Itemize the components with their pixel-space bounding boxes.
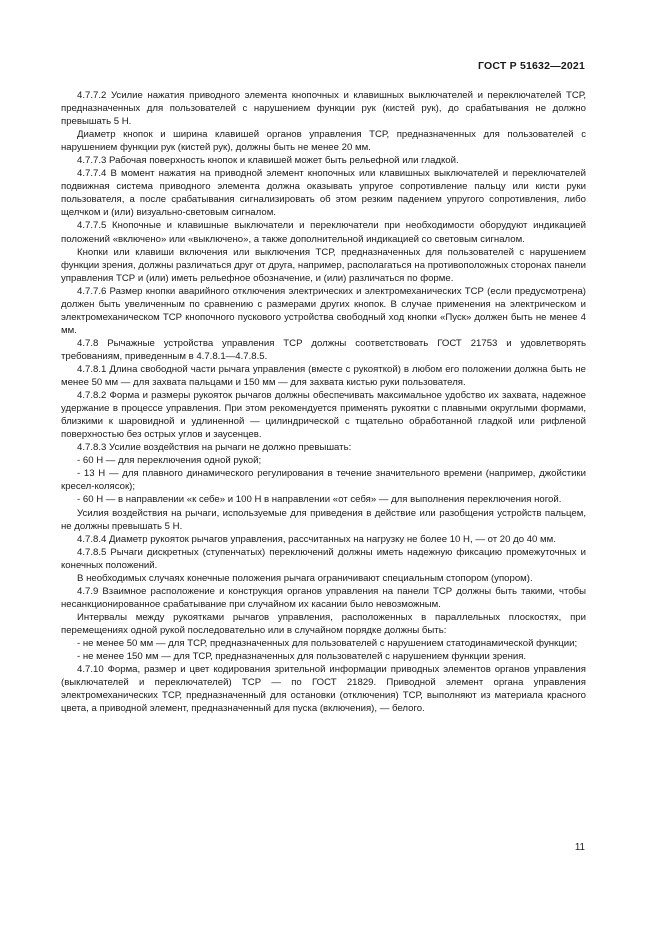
paragraph: 4.7.7.3 Рабочая поверхность кнопок и клавишей может быть рельефной или гладкой.	[77, 155, 459, 167]
paragraph: 4.7.7.5 Кнопочные и клавишные выключатели и переключатели при необходимости оборудуют индикацией положений «включено» или «выключено», а также дополнительной индикацией со световым сигналом.	[61, 220, 586, 245]
paragraph: 4.7.8.2 Форма и размеры рукояток рычагов должны обеспечивать максимальное удобство их захвата, надежное удержание в процессе управления. При этом рекомендуется применять рукоятки с плавными округлыми формами, близкими к шаровидной и удлиненной — цилиндрической с тщательно обработанной гладкой или рифленой поверхностью без острых углов и заусенцев.	[61, 390, 586, 441]
paragraph: 4.7.8.3 Усилие воздействия на рычаги не должно превышать:	[77, 442, 352, 454]
paragraph: Интервалы между рукоятками рычагов управления, расположенных в параллельных плоскостях, при перемещениях одной рукой последовательно или в случайном порядке должны быть:	[61, 611, 586, 636]
document-header-standard: ГОСТ Р 51632—2021	[477, 60, 585, 72]
list-item: - 60 Н — для переключения одной рукой;	[77, 455, 262, 467]
paragraph: 4.7.8.4 Диаметр рукояток рычагов управления, рассчитанных на нагрузку не более 10 Н, — от 20 до 40 мм.	[77, 533, 556, 545]
document-body	[61, 89, 586, 715]
list-item: - не менее 150 мм — для ТСР, предназначенных для пользователей с нарушением функции зрения.	[77, 651, 527, 663]
list-item: - 60 Н — в направлении «к себе» и 100 Н в направлении «от себя» — для выполнения переключения ногой.	[77, 494, 562, 506]
paragraph: Диаметр кнопок и ширина клавишей органов управления ТСР, предназначенных для пользователей с нарушением функции рук (кистей рук), должны быть не менее 20 мм.	[61, 129, 586, 154]
list-item: - 13 Н — для плавного динамического регулирования в течение значительного времени (например, джойстики кресел-колясок);	[61, 468, 586, 493]
paragraph: 4.7.10 Форма, размер и цвет кодирования зрительной информации приводных элементов органов управления (выключателей и переключателей) ТСР — по ГОСТ 21829. Приводной элемент органа управления электромеханических ТСР, предназначенный для остановки (отключения) ТСР, выполняют из материала красного цвета, а приводной элемент, предназначенный для пуска (включения), — белого.	[61, 664, 586, 715]
paragraph: 4.7.9 Взаимное расположение и конструкция органов управления на панели ТСР должны быть такими, чтобы несанкционированное срабатывание при случайном их касании было невозможным.	[61, 585, 586, 610]
paragraph: 4.7.8 Рычажные устройства управления ТСР должны соответствовать ГОСТ 21753 и удовлетворять требованиям, приведенным в 4.7.8.1—4.7.8.5.	[61, 337, 586, 362]
list-item: - не менее 50 мм — для ТСР, предназначенных для пользователей с нарушением статодинамической функции;	[77, 637, 578, 649]
paragraph: 4.7.7.6 Размер кнопки аварийного отключения электрических и электромеханических ТСР (если предусмотрена) должен быть увеличенным по сравнению с размерами других кнопок. В случае применения на электрическом и электромеханическом ТСР кнопочного пускового устройства свободный ход кнопки «Пуск» должен быть не менее 4 мм.	[61, 285, 586, 336]
paragraph: 4.7.8.5 Рычаги дискретных (ступенчатых) переключений должны иметь надежную фиксацию промежуточных и конечных положений.	[61, 546, 586, 571]
paragraph: 4.7.7.2 Усилие нажатия приводного элемента кнопочных и клавишных выключателей и переключателей ТСР, предназначенных для пользователей с нарушением функции рук (кистей рук), до срабатывания не должно превышать 5 Н.	[61, 90, 586, 128]
page-number: 11	[574, 842, 585, 853]
paragraph: 4.7.8.1 Длина свободной части рычага управления (вместе с рукояткой) в любом его положении должна быть не менее 50 мм — для захвата пальцами и 150 мм — для захвата кистью руки пользователя.	[61, 363, 586, 389]
paragraph: В необходимых случаях конечные положения рычага ограничивают специальным стопором (упором).	[77, 572, 533, 584]
paragraph: 4.7.7.4 В момент нажатия на приводной элемент кнопочных или клавишных выключателей и переключателей подвижная система приводного элемента должна оказывать упругое сопротивление пальцу или кисти руки пользователя, а после срабатывания сигнализировать об этом резким падением упругого сопротивления, либо щелчком и (или) визуально-световым сигналом.	[61, 168, 586, 219]
paragraph: Усилия воздействия на рычаги, используемые для приведения в действие или разобщения устройств пальцем, не должны превышать 5 Н.	[61, 507, 586, 532]
paragraph: Кнопки или клавиши включения или выключения ТСР, предназначенных для пользователей с нарушением функции зрения, должны различаться друг от друга, например, располагаться на противоположных сторонах панели управления ТСР и (или) иметь рельефное обозначение, и (или) различаться по форме.	[61, 246, 586, 284]
